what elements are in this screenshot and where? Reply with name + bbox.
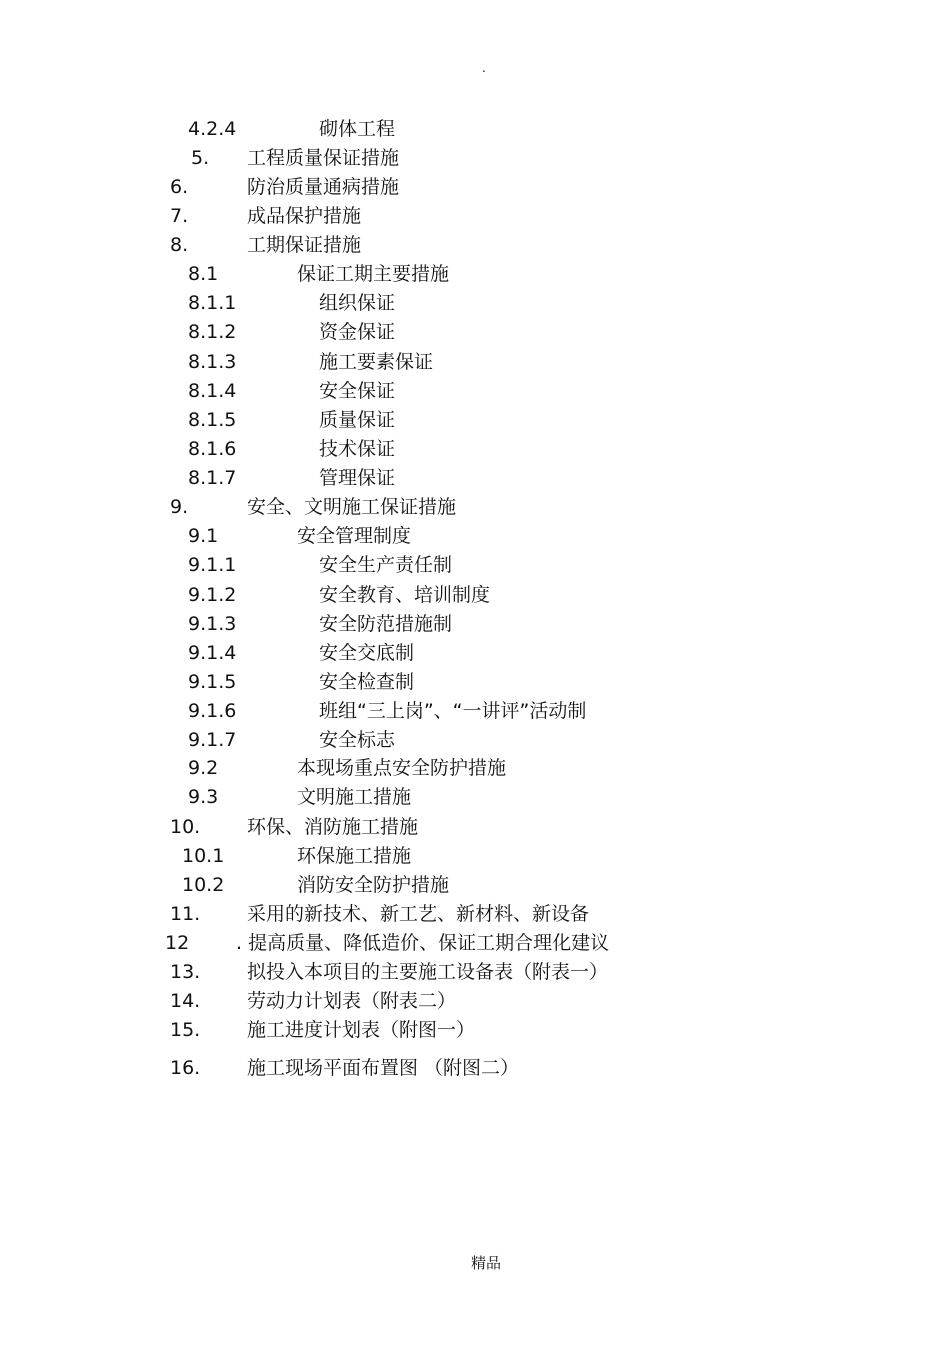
toc-number: 10. [170, 816, 201, 838]
toc-number: 9.3 [188, 786, 219, 808]
toc-number: 9.1 [188, 525, 219, 547]
toc-title: . 提高质量、降低造价、保证工期合理化建议 [236, 932, 610, 954]
toc-number: 10.2 [182, 874, 225, 896]
toc-title: 安全标志 [319, 729, 396, 751]
toc-number: 8.1.5 [188, 409, 237, 431]
toc-number: 9.1.3 [188, 613, 237, 635]
toc-title: 拟投入本项目的主要施工设备表（附表一） [247, 961, 609, 983]
toc-number: 15. [170, 1019, 201, 1041]
toc-title: 安全防范措施制 [319, 613, 453, 635]
toc-number: 4.2.4 [188, 118, 237, 140]
toc-title: 安全教育、培训制度 [319, 584, 491, 606]
toc-number: 9.1.7 [188, 729, 237, 751]
toc-number: 16. [170, 1057, 201, 1079]
toc-title: 管理保证 [319, 467, 396, 489]
toc-number: 13. [170, 961, 201, 983]
toc-title: 技术保证 [319, 438, 396, 460]
toc-title: 工期保证措施 [247, 234, 362, 256]
toc-number: 8.1 [188, 263, 219, 285]
toc-number: 8.1.2 [188, 321, 237, 343]
toc-title: 质量保证 [319, 409, 396, 431]
toc-title: 安全保证 [319, 380, 396, 402]
toc-title: 保证工期主要措施 [297, 263, 450, 285]
toc-title: 成品保护措施 [247, 205, 362, 227]
header-mark: . [482, 61, 486, 75]
toc-title: 班组“三上岗”、“一讲评”活动制 [319, 700, 587, 722]
toc-number: 8.1.7 [188, 467, 237, 489]
toc-number: 5. [191, 147, 210, 169]
toc-number: 12 [165, 932, 190, 954]
toc-title: 砌体工程 [319, 118, 396, 140]
toc-number: 9. [170, 496, 189, 518]
toc-title: 采用的新技术、新工艺、新材料、新设备 [247, 903, 590, 925]
footer-label: 精品 [471, 1254, 502, 1272]
toc-title: 防治质量通病措施 [247, 176, 400, 198]
toc-number: 8. [170, 234, 189, 256]
toc-title: 消防安全防护措施 [297, 874, 450, 896]
toc-number: 9.2 [188, 757, 219, 779]
toc-title: 安全管理制度 [297, 525, 412, 547]
toc-number: 9.1.4 [188, 642, 237, 664]
toc-number: 9.1.6 [188, 700, 237, 722]
toc-number: 7. [170, 205, 189, 227]
toc-title: 组织保证 [319, 292, 396, 314]
toc-title: 文明施工措施 [297, 786, 412, 808]
toc-number: 11. [170, 903, 201, 925]
toc-number: 9.1.2 [188, 584, 237, 606]
toc-title: 安全交底制 [319, 642, 415, 664]
toc-number: 6. [170, 176, 189, 198]
toc-number: 8.1.3 [188, 351, 237, 373]
toc-title: 资金保证 [319, 321, 396, 343]
toc-number: 8.1.1 [188, 292, 237, 314]
toc-title: 施工要素保证 [319, 351, 434, 373]
toc-number: 14. [170, 990, 201, 1012]
toc-title: 安全检查制 [319, 671, 415, 693]
toc-title: 安全生产责任制 [319, 554, 453, 576]
toc-title: 安全、文明施工保证措施 [247, 496, 457, 518]
toc-number: 8.1.4 [188, 380, 237, 402]
toc-number: 10.1 [182, 845, 225, 867]
toc-title: 劳动力计划表（附表二） [247, 990, 457, 1012]
toc-title: 环保施工措施 [297, 845, 412, 867]
toc-title: 本现场重点安全防护措施 [297, 757, 507, 779]
toc-title: 工程质量保证措施 [247, 147, 400, 169]
toc-title: 施工现场平面布置图 （附图二） [247, 1057, 520, 1079]
toc-title: 施工进度计划表（附图一） [247, 1019, 476, 1041]
toc-number: 9.1.1 [188, 554, 237, 576]
toc-title: 环保、消防施工措施 [247, 816, 419, 838]
toc-number: 9.1.5 [188, 671, 237, 693]
toc-number: 8.1.6 [188, 438, 237, 460]
